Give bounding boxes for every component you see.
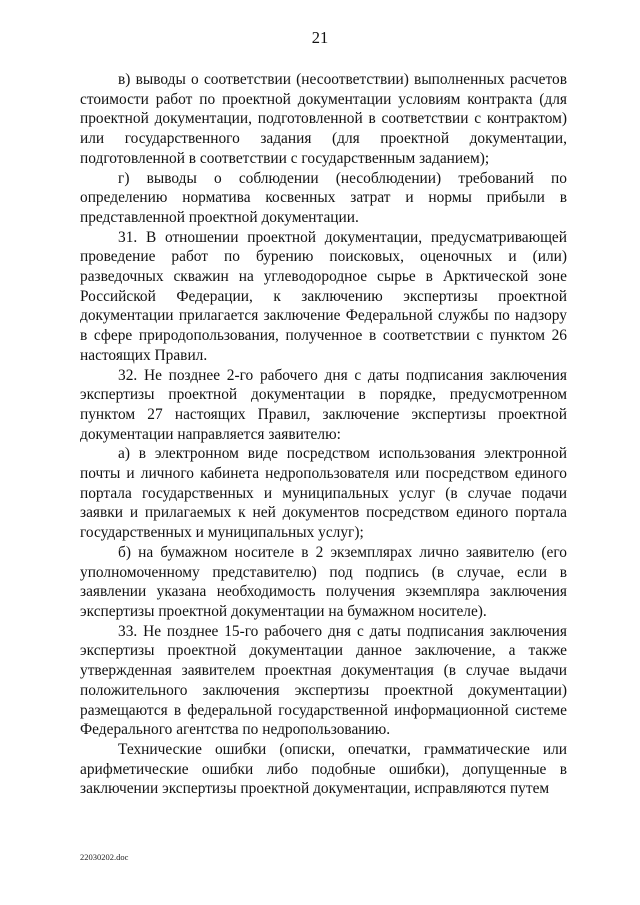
- footer-file-reference: 22030202.doc: [80, 852, 129, 862]
- page-number: 21: [311, 28, 329, 47]
- document-body: [80, 70, 567, 799]
- paragraph-item-a: а) в электронном виде посредством использования электронной почты и личного кабинета недропользователя или посредством единого портала государственных и муниципальных услуг (в случае подачи заявки и прилагаемых к ней документов посредством единого портала государственных и муниципальных услуг);: [80, 445, 567, 542]
- paragraph-item-v: в) выводы о соответствии (несоответствии) выполненных расчетов стоимости работ по проектной документации условиям контракта (для проектной документации, подготовленной в соответствии с контрактом) или государственного задания (для проектной документации, подготовленной в соответствии с государственным заданием);: [80, 71, 567, 167]
- paragraph-clause-31: 31. В отношении проектной документации, предусматривающей проведение работ по бурению поисковых, оценочных и (или) разведочных скважин на углеводородное сырье в Арктической зоне Российской Федерации, к заключению экспертизы проектной документации прилагается заключение Федеральной службы по надзору в сфере природопользования, полученное в соответствии с пунктом 26 настоящих Правил.: [80, 228, 567, 364]
- paragraph-item-g: г) выводы о соблюдении (несоблюдении) требований по определению норматива косвенных затрат и нормы прибыли в представленной проектной документации.: [80, 169, 567, 226]
- paragraph-clause-33: 33. Не позднее 15-го рабочего дня с даты подписания заключения экспертизы проектной документации данное заключение, а также утвержденная заявителем проектная документация (в случае выдачи положительного заключения экспертизы проектной документации) размещаются в федеральной государственной информационной системе Федерального агентства по недропользованию.: [80, 622, 567, 739]
- paragraph-technical-errors: Технические ошибки (описки, опечатки, грамматические или арифметические ошибки либо подобные ошибки), допущенные в заключении экспертизы проектной документации, исправляются путем: [80, 740, 567, 798]
- paragraph-item-b: б) на бумажном носителе в 2 экземплярах лично заявителю (его уполномоченному представителю) под подпись (в случае, если в заявлении указана необходимость получения экземпляра заключения экспертизы проектной документации на бумажном носителе).: [80, 543, 567, 620]
- paragraph-clause-32: 32. Не позднее 2-го рабочего дня с даты подписания заключения экспертизы проектной документации в порядке, предусмотренном пунктом 27 настоящих Правил, заключение экспертизы проектной документации направляется заявителю:: [80, 366, 567, 443]
